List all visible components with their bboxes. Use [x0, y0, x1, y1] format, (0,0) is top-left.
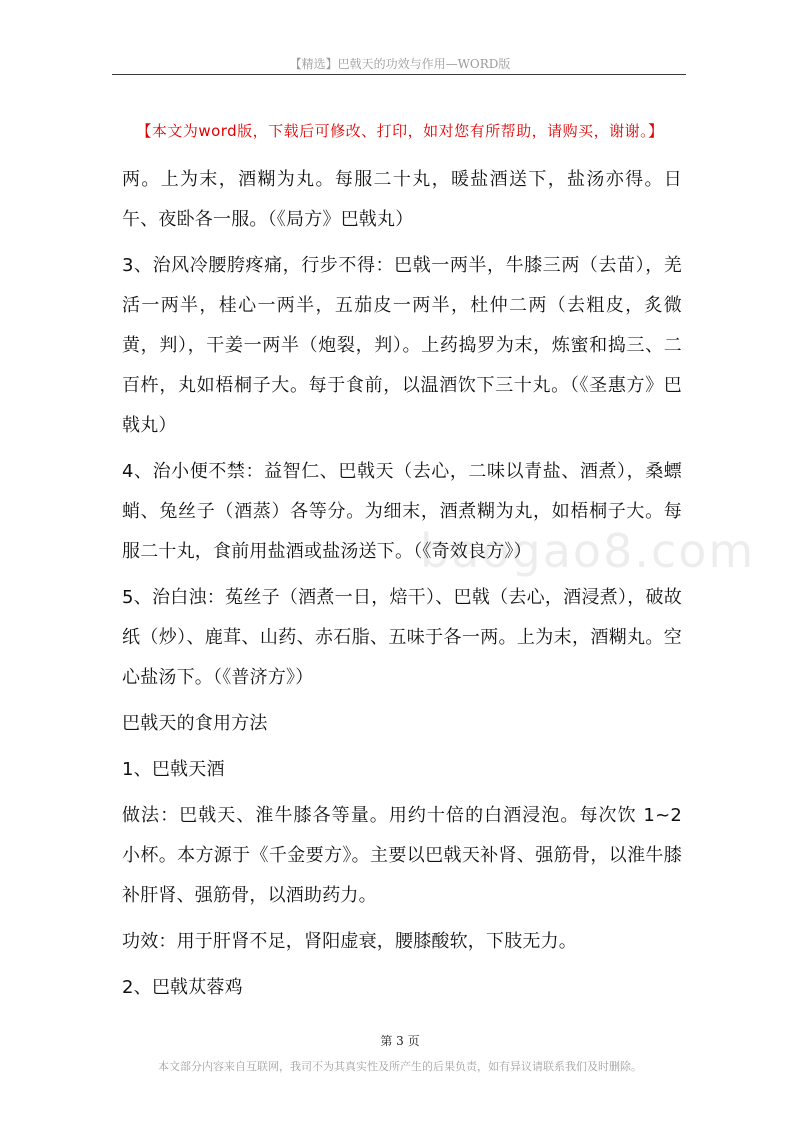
paragraph: 4、治小便不禁：益智仁、巴戟天（去心，二味以青盐、酒煮），桑螵蛸、兔丝子（酒蒸）各等分。为细末，酒煮糊为丸，如梧桐子大。每服二十丸，食前用盐酒或盐汤送下。（《奇效良方》）: [122, 461, 682, 562]
section-heading: 巴戟天的食用方法: [122, 713, 268, 734]
header-divider: [112, 74, 686, 75]
watermark: baogao8.com: [420, 524, 756, 578]
page-header: 【精选】巴戟天的功效与作用—WORD版: [289, 57, 511, 71]
subsection-heading: 1、巴戟天酒: [122, 759, 225, 780]
paragraph: 两。上为末，酒糊为丸。每服二十丸，暖盐酒送下，盐汤亦得。日午、夜卧各一服。（《局方》巴戟丸）: [122, 169, 682, 230]
paragraph: 3、治风冷腰胯疼痛，行步不得：巴戟一两半，牛膝三两（去苗），羌活一两半，桂心一两半，五茄皮一两半，杜仲二两（去粗皮，炙微黄，判），干姜一两半（炮裂，判）。上药捣罗为末，炼蜜和捣三、二百杵，丸如梧桐子大。每于食前，以温酒饮下三十丸。（《圣惠方》巴戟丸）: [122, 255, 682, 436]
paragraph: 功效：用于肝肾不足，肾阳虚衰，腰膝酸软，下肢无力。: [122, 931, 577, 952]
subsection-heading: 2、巴戟苁蓉鸡: [122, 977, 243, 998]
paragraph: 5、治白浊：菟丝子（酒煮一日，焙干）、巴戟（去心，酒浸煮），破故纸（炒）、鹿茸、山药、赤石脂、五味于各一两。上为末，酒糊丸。空心盐汤下。（《普济方》）: [122, 587, 682, 688]
page-number: 第 3 页: [380, 1034, 420, 1048]
document-body: [122, 160, 682, 1008]
page-footer: 本文部分内容来自互联网，我司不为其真实性及所产生的后果负责，如有异议请联系我们及时删除。: [158, 1060, 642, 1073]
paragraph: 做法：巴戟天、淮牛膝各等量。用约十倍的白酒浸泡。每次饮 1~2 小杯。本方源于《千金要方》。主要以巴戟天补肾、强筋骨，以淮牛膝补肝肾、强筋骨，以酒助药力。: [122, 805, 682, 906]
download-notice: 【本文为word版，下载后可修改、打印，如对您有所帮助，请购买，谢谢。】: [136, 122, 664, 140]
